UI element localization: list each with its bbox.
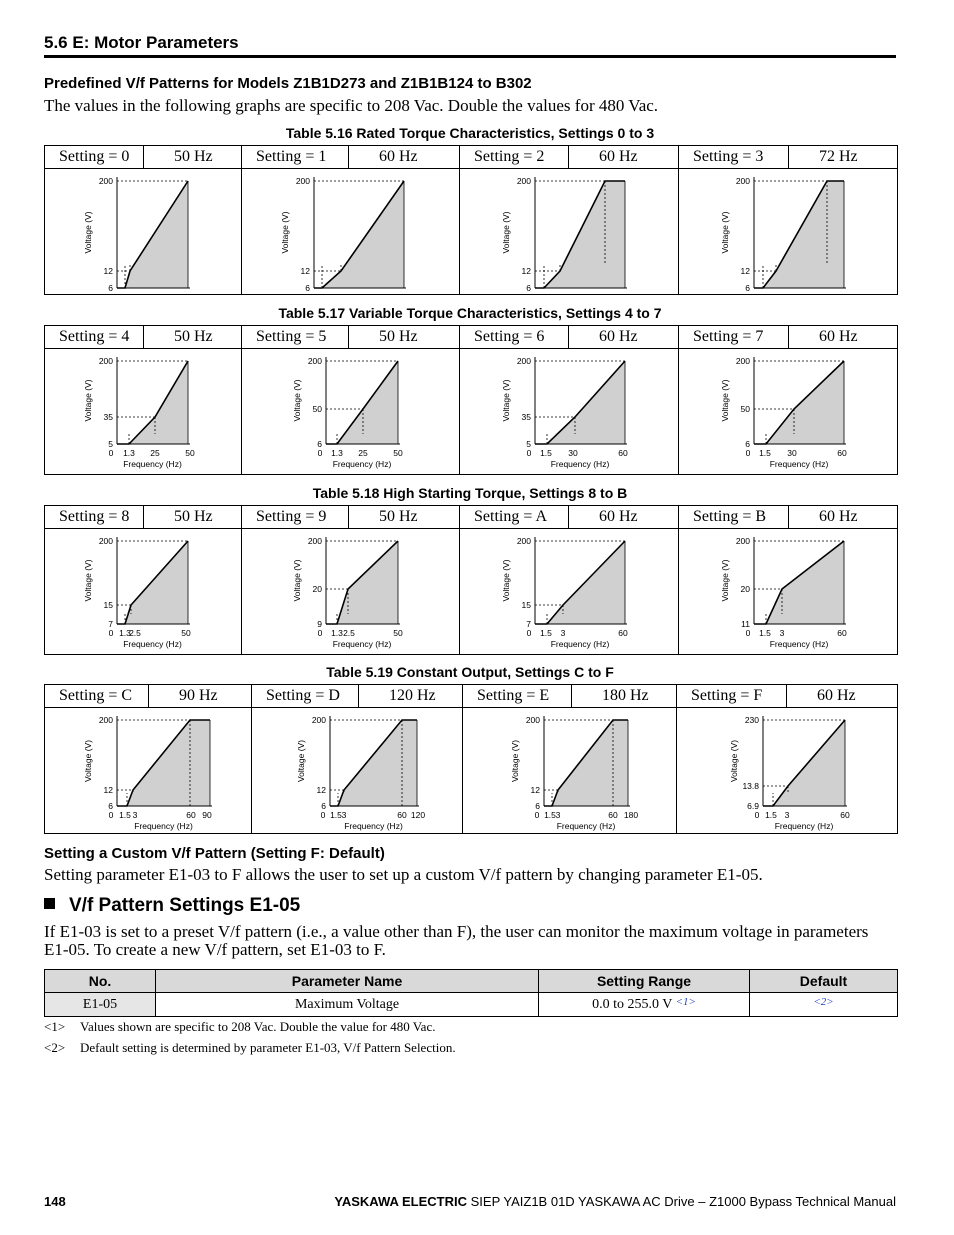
setting-frequency: 90 Hz <box>149 685 252 708</box>
footnote-1-mark: <1> <box>44 1019 66 1034</box>
x-tick-label: 0 <box>317 628 323 638</box>
vf-graph-cell <box>45 169 242 295</box>
setting-frequency: 60 Hz <box>789 506 898 529</box>
footer-brand: YASKAWA ELECTRIC <box>334 1194 468 1209</box>
x-tick-label: 1.5 <box>765 810 777 820</box>
x-tick-label <box>339 292 344 293</box>
y-tick-label: 11 <box>741 619 750 629</box>
x-tick-label: 3 <box>555 810 561 820</box>
setting-label: Setting = A <box>460 506 569 529</box>
y-axis-title: Voltage (V) <box>720 211 730 254</box>
y-tick-label: 200 <box>735 536 750 546</box>
vf-graph-cell <box>679 529 898 655</box>
x-tick-label <box>823 292 833 293</box>
x-tick-label <box>745 292 750 293</box>
patterns-subheading: Predefined V/f Patterns for Models Z1B1D273 and Z1B1B124 to B302 <box>44 75 532 92</box>
vf-graph <box>45 529 240 653</box>
x-tick-label: 180 <box>623 810 639 820</box>
x-tick-label: 1.5 <box>759 448 771 458</box>
x-tick-label: 2.5 <box>129 628 141 638</box>
x-tick-label: 25 <box>358 448 368 458</box>
setting-frequency: 50 Hz <box>349 326 460 349</box>
x-tick-label: 60 <box>186 810 196 820</box>
x-tick-label: 3 <box>341 810 347 820</box>
x-tick-label <box>536 292 548 293</box>
x-tick-label: 3 <box>784 810 790 820</box>
x-tick-label: 0 <box>320 810 326 820</box>
y-axis-title: Voltage (V) <box>292 379 302 422</box>
y-axis-title: Voltage (V) <box>83 739 93 783</box>
vf-graph <box>45 349 240 473</box>
x-axis-title: Frequency (Hz) <box>556 821 616 831</box>
x-tick-label: 50 <box>181 628 191 638</box>
y-tick-label: 12 <box>103 785 113 795</box>
header-parameter-name: Parameter Name <box>156 970 539 993</box>
x-axis-title: Frequency (Hz) <box>769 459 829 469</box>
setting-label: Setting = 3 <box>679 146 789 169</box>
x-tick-label: 60 <box>397 810 407 820</box>
custom-pattern-heading: Setting a Custom V/f Pattern (Setting F: Default) <box>44 845 385 862</box>
vf-pattern-table <box>44 505 898 655</box>
curve-fill <box>326 361 398 444</box>
vf-graph <box>242 529 458 653</box>
vf-settings-heading-text: V/f Pattern Settings E1-05 <box>69 895 301 916</box>
x-tick-label: 1.5 <box>330 810 342 820</box>
setting-label: Setting = F <box>677 685 787 708</box>
y-axis-title: Voltage (V) <box>83 559 93 602</box>
y-tick-label: 12 <box>530 785 540 795</box>
table-caption: Table 5.16 Rated Torque Characteristics, Settings 0 to 3 <box>285 125 655 141</box>
y-tick-label: 50 <box>312 404 322 414</box>
square-bullet-icon <box>44 898 55 909</box>
x-tick-label <box>109 292 114 293</box>
curve-fill <box>754 181 844 288</box>
curve-fill <box>535 181 625 288</box>
y-axis-title: Voltage (V) <box>501 379 511 422</box>
table-caption: Table 5.17 Variable Torque Characteristics, Settings 4 to 7 <box>278 305 662 321</box>
y-axis-title: Voltage (V) <box>83 211 93 254</box>
y-tick-label: 12 <box>521 266 531 276</box>
y-tick-label: 200 <box>516 536 531 546</box>
x-tick-label: 30 <box>568 448 578 458</box>
vf-graph-cell <box>460 169 679 295</box>
x-tick-label: 1.5 <box>544 810 556 820</box>
y-tick-label: 200 <box>98 356 113 366</box>
setting-frequency: 60 Hz <box>569 146 679 169</box>
default-footnote-link[interactable]: <2> <box>813 996 834 1008</box>
y-tick-label: 12 <box>316 785 326 795</box>
vf-graph-cell <box>242 349 460 475</box>
y-tick-label: 13.8 <box>742 781 759 791</box>
y-tick-label: 12 <box>300 266 310 276</box>
x-tick-label: 60 <box>608 810 618 820</box>
y-axis-title: Voltage (V) <box>510 739 520 783</box>
vf-graph-cell <box>460 349 679 475</box>
x-tick-label <box>618 292 628 293</box>
vf-graph <box>679 349 896 473</box>
y-tick-label: 6 <box>321 801 326 811</box>
setting-frequency: 60 Hz <box>569 506 679 529</box>
vf-graph <box>460 529 677 653</box>
x-tick-label: 50 <box>185 448 195 458</box>
vf-graph <box>463 708 675 832</box>
y-tick-label: 6 <box>526 283 531 293</box>
parameter-table <box>44 969 898 1017</box>
y-tick-label: 6 <box>535 801 540 811</box>
vf-graph <box>252 708 461 832</box>
y-axis-title: Voltage (V) <box>501 211 511 254</box>
footnote-2-mark: <2> <box>44 1040 66 1055</box>
setting-frequency: 60 Hz <box>569 326 679 349</box>
y-tick-label: 200 <box>98 536 113 546</box>
x-tick-label <box>526 292 531 293</box>
x-tick-label <box>306 292 311 293</box>
setting-label: Setting = 1 <box>242 146 349 169</box>
y-tick-label: 200 <box>307 536 322 546</box>
setting-label: Setting = C <box>45 685 149 708</box>
y-tick-label: 6 <box>745 283 750 293</box>
x-axis-title: Frequency (Hz) <box>769 639 829 649</box>
x-tick-label: 3 <box>779 628 785 638</box>
setting-label: Setting = 6 <box>460 326 569 349</box>
y-axis-title: Voltage (V) <box>720 379 730 422</box>
y-tick-label: 20 <box>312 584 322 594</box>
x-tick-label: 0 <box>526 448 532 458</box>
vf-graph-cell <box>45 708 252 834</box>
param-range <box>539 993 750 1017</box>
x-tick-label: 50 <box>393 448 403 458</box>
curve-fill <box>314 181 404 288</box>
custom-pattern-text: Setting parameter E1-03 to F allows the user to set up a custom V/f pattern by changing parameter E1-05. <box>44 865 763 884</box>
footnote-1-text: Values shown are specific to 208 Vac. Double the value for 480 Vac. <box>80 1019 436 1034</box>
y-tick-label: 200 <box>311 715 326 725</box>
y-tick-label: 35 <box>103 412 113 422</box>
x-axis-title: Frequency (Hz) <box>332 639 392 649</box>
y-tick-label: 9 <box>317 619 322 629</box>
vf-graph <box>242 169 458 293</box>
setting-label: Setting = B <box>679 506 789 529</box>
setting-frequency: 50 Hz <box>144 146 242 169</box>
curve-fill <box>754 541 844 624</box>
y-tick-label: 15 <box>103 600 113 610</box>
setting-frequency: 50 Hz <box>144 506 242 529</box>
y-axis-title: Voltage (V) <box>280 211 290 254</box>
vf-graph-cell <box>242 169 460 295</box>
x-axis-title: Frequency (Hz) <box>550 639 610 649</box>
vf-pattern-table <box>44 325 898 475</box>
y-tick-label: 12 <box>740 266 750 276</box>
x-tick-label: 60 <box>618 448 628 458</box>
y-tick-label: 7 <box>108 619 113 629</box>
x-axis-title: Frequency (Hz) <box>550 459 610 469</box>
y-tick-label: 6 <box>317 439 322 449</box>
y-tick-label: 12 <box>103 266 113 276</box>
x-tick-label: 3 <box>132 810 138 820</box>
y-tick-label: 200 <box>295 176 310 186</box>
curve-fill <box>117 361 188 444</box>
y-tick-label: 5 <box>526 439 531 449</box>
y-tick-label: 200 <box>98 176 113 186</box>
y-tick-label: 6.9 <box>747 801 759 811</box>
x-tick-label: 1.3 <box>331 448 343 458</box>
x-tick-label <box>599 292 609 293</box>
vf-graph <box>460 169 677 293</box>
vf-graph-cell <box>252 708 463 834</box>
param-name: Maximum Voltage <box>156 993 539 1017</box>
setting-frequency: 60 Hz <box>787 685 898 708</box>
x-tick-label: 1.5 <box>540 628 552 638</box>
x-tick-label: 120 <box>410 810 426 820</box>
x-tick-label <box>181 292 191 293</box>
x-tick-label <box>839 292 849 293</box>
x-tick-label: 0 <box>108 810 114 820</box>
x-tick-label: 90 <box>202 810 212 820</box>
y-axis-title: Voltage (V) <box>83 379 93 422</box>
vf-graph-cell <box>679 169 898 295</box>
y-axis-title: Voltage (V) <box>296 739 306 783</box>
table-caption: Table 5.18 High Starting Torque, Settings 8 to B <box>312 485 628 501</box>
footnote-2-text: Default setting is determined by parameter E1-03, V/f Pattern Selection. <box>80 1040 456 1055</box>
y-axis-title: Voltage (V) <box>292 559 302 602</box>
vf-graph-cell <box>463 708 677 834</box>
y-tick-label: 200 <box>516 356 531 366</box>
curve-fill <box>535 361 625 444</box>
vf-graph-cell <box>242 529 460 655</box>
x-tick-label: 1.3 <box>331 628 343 638</box>
y-tick-label: 35 <box>521 412 531 422</box>
setting-label: Setting = 0 <box>45 146 144 169</box>
x-tick-label: 2.5 <box>343 628 355 638</box>
vf-graph <box>242 349 458 473</box>
x-tick-label: 1.3 <box>119 628 131 638</box>
setting-frequency: 50 Hz <box>349 506 460 529</box>
x-axis-title: Frequency (Hz) <box>134 821 193 831</box>
y-tick-label: 5 <box>108 439 113 449</box>
y-tick-label: 6 <box>108 283 113 293</box>
setting-frequency: 50 Hz <box>144 326 242 349</box>
param-default <box>750 993 898 1017</box>
setting-label: Setting = 8 <box>45 506 144 529</box>
setting-frequency: 60 Hz <box>789 326 898 349</box>
table-row <box>45 993 898 1017</box>
vf-graph <box>677 708 896 832</box>
x-tick-label: 0 <box>526 628 532 638</box>
y-tick-label: 200 <box>525 715 540 725</box>
x-tick-label <box>395 292 405 293</box>
y-tick-label: 15 <box>521 600 531 610</box>
setting-label: Setting = D <box>252 685 359 708</box>
vf-pattern-table <box>44 684 898 834</box>
header-default: Default <box>750 970 898 993</box>
y-tick-label: 200 <box>98 715 113 725</box>
y-tick-label: 50 <box>740 404 750 414</box>
vf-settings-heading <box>44 895 300 917</box>
x-tick-label: 1.5 <box>759 628 771 638</box>
y-tick-label: 230 <box>744 715 759 725</box>
y-tick-label: 200 <box>307 356 322 366</box>
x-tick-label: 60 <box>837 628 847 638</box>
x-axis-title: Frequency (Hz) <box>123 459 182 469</box>
x-tick-label: 1.5 <box>540 448 552 458</box>
y-tick-label: 200 <box>735 356 750 366</box>
x-tick-label: 0 <box>108 628 114 638</box>
x-tick-label: 60 <box>837 448 847 458</box>
x-tick-label: 0 <box>108 448 114 458</box>
table-caption: Table 5.19 Constant Output, Settings C to F <box>326 664 614 680</box>
setting-label: Setting = 2 <box>460 146 569 169</box>
vf-graph <box>460 349 677 473</box>
y-axis-title: Voltage (V) <box>501 559 511 602</box>
param-no: E1-05 <box>45 993 156 1017</box>
curve-fill <box>117 720 210 806</box>
vf-graph-cell <box>45 349 242 475</box>
x-tick-label: 1.3 <box>123 448 135 458</box>
x-tick-label: 3 <box>560 628 566 638</box>
y-tick-label: 7 <box>526 619 531 629</box>
x-tick-label: 60 <box>618 628 628 638</box>
vf-graph <box>45 169 240 293</box>
setting-label: Setting = 7 <box>679 326 789 349</box>
y-tick-label: 20 <box>740 584 750 594</box>
curve-fill <box>326 541 398 624</box>
intro-text: The values in the following graphs are specific to 208 Vac. Double the values for 480 Vac. <box>44 96 659 115</box>
param-range-value: 0.0 to 255.0 V <box>592 997 673 1012</box>
x-tick-label <box>129 292 141 293</box>
y-axis-title: Voltage (V) <box>720 559 730 602</box>
vf-graph <box>679 529 896 653</box>
x-tick-label: 0 <box>534 810 540 820</box>
y-tick-label: 6 <box>108 801 113 811</box>
setting-label: Setting = 5 <box>242 326 349 349</box>
setting-label: Setting = E <box>463 685 572 708</box>
vf-graph-cell <box>677 708 898 834</box>
vf-graph-cell <box>460 529 679 655</box>
vf-graph-cell <box>679 349 898 475</box>
x-axis-title: Frequency (Hz) <box>344 821 403 831</box>
vf-pattern-table <box>44 145 898 295</box>
parameter-table-header <box>45 970 898 993</box>
x-tick-label: 0 <box>745 628 751 638</box>
footer-doc-title <box>334 1194 896 1209</box>
footnote-1 <box>44 1019 435 1035</box>
footer-doc: SIEP YAIZ1B 01D YASKAWA AC Drive – Z1000 Bypass Technical Manual <box>467 1194 896 1209</box>
x-axis-title: Frequency (Hz) <box>332 459 392 469</box>
setting-label: Setting = 4 <box>45 326 144 349</box>
section-header: 5.6 E: Motor Parameters <box>44 33 896 58</box>
x-tick-label: 25 <box>150 448 160 458</box>
x-tick-label: 30 <box>787 448 797 458</box>
range-footnote-link[interactable]: <1> <box>675 996 696 1008</box>
vf-graph-cell <box>45 529 242 655</box>
setting-frequency: 72 Hz <box>789 146 898 169</box>
y-axis-title: Voltage (V) <box>729 739 739 783</box>
x-axis-title: Frequency (Hz) <box>123 639 182 649</box>
header-setting-range: Setting Range <box>539 970 750 993</box>
x-tick-label: 0 <box>754 810 760 820</box>
y-tick-label: 6 <box>745 439 750 449</box>
setting-frequency: 60 Hz <box>349 146 460 169</box>
x-tick-label: 0 <box>745 448 751 458</box>
setting-frequency: 120 Hz <box>359 685 463 708</box>
x-tick-label: 0 <box>317 448 323 458</box>
vf-graph <box>679 169 896 293</box>
x-axis-title: Frequency (Hz) <box>774 821 834 831</box>
y-tick-label: 200 <box>516 176 531 186</box>
x-tick-label: 60 <box>840 810 850 820</box>
footnote-2 <box>44 1040 456 1056</box>
vf-graph <box>45 708 250 832</box>
x-tick-label: 50 <box>393 628 403 638</box>
x-tick-label <box>316 292 328 293</box>
curve-fill <box>763 720 845 806</box>
setting-label: Setting = 9 <box>242 506 349 529</box>
x-tick-label <box>557 292 562 293</box>
x-tick-label <box>755 292 767 293</box>
y-tick-label: 200 <box>735 176 750 186</box>
page-number: 148 <box>44 1194 66 1209</box>
setting-frequency: 180 Hz <box>572 685 677 708</box>
x-tick-label: 1.5 <box>119 810 131 820</box>
vf-settings-text: If E1-03 is set to a preset V/f pattern (i.e., a value other than F), the user can monitor the maximum voltage in parameters E1-05. To create a new V/f pattern, set E1-03 to F. <box>44 922 869 959</box>
curve-fill <box>535 541 625 624</box>
y-tick-label: 6 <box>305 283 310 293</box>
header-no: No. <box>45 970 156 993</box>
x-tick-label <box>773 292 778 293</box>
